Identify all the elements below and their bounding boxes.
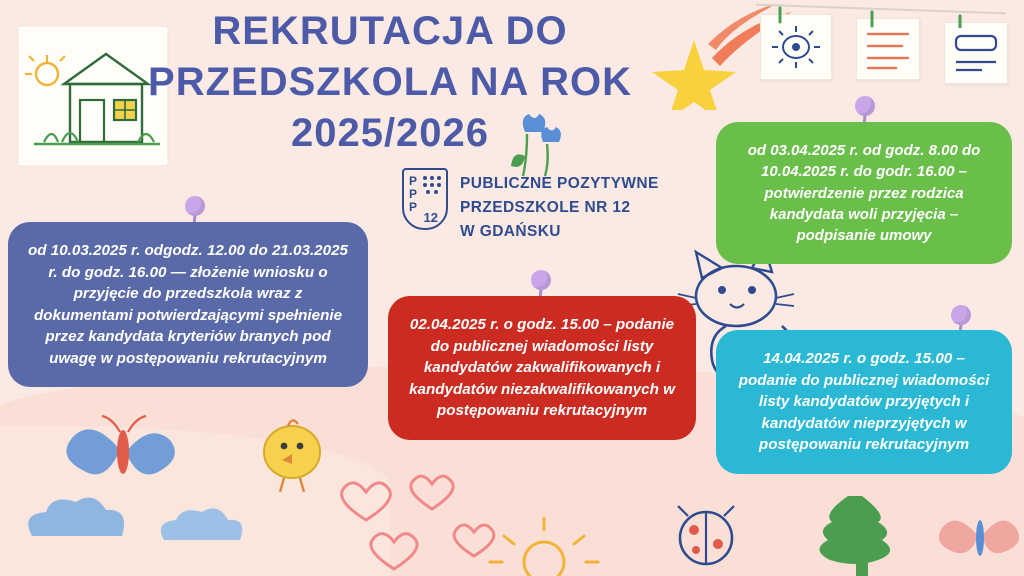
info-card-qualified-list: 02.04.2025 r. o godz. 15.00 – podanie do publicznej wiadomości listy kandydatów zakwalifikowanych i kandydatów niezakwalifikowanych w postępowaniu rekrutacyjnym xyxy=(388,296,696,440)
list-lines-icon xyxy=(862,26,916,72)
title-line-1: REKRUTACJA DO xyxy=(212,9,568,53)
logo-shield-icon xyxy=(402,168,448,230)
page-title xyxy=(110,6,670,160)
school-name-line-1: PUBLICZNE POZYTYWNE xyxy=(460,175,659,192)
clouds-drawing xyxy=(14,488,284,558)
logo-letter-3: P xyxy=(409,200,418,214)
tree-drawing xyxy=(808,492,918,576)
title-line-2: PRZEDSZKOLA NA ROK xyxy=(148,60,632,105)
info-card-accepted-list: 14.04.2025 r. o godz. 15.00 – podanie do publicznej wiadomości listy kandydatów przyjętych i kandydatów nieprzyjętych w postępowaniu rekrutacyjnym xyxy=(716,330,1012,474)
chick-drawing xyxy=(248,412,338,498)
info-card-application: od 10.03.2025 r. odgodz. 12.00 do 21.03.2025 r. do godz. 16.00 — złożenie wniosku o przyjęcie do przedszkola wraz z dokumentami potwierdzającymi spełnienie przez kandydata kryteriów branych pod uwagę w postępowaniu rekrutacyjnym xyxy=(8,222,368,387)
school-logo-block xyxy=(402,168,659,244)
school-name-line-3: W GDAŃSKU xyxy=(460,223,561,241)
logo-letter-2: P xyxy=(409,187,418,201)
info-card-confirmation: od 03.04.2025 r. od godz. 8.00 do 10.04.2025 r. do godr. 16.00 – potwierdzenie przez rodzica kandydata woli przyjęcia – podpisanie umowy xyxy=(716,122,1012,264)
logo-dots-icon xyxy=(423,176,439,198)
school-name-line-2: PRZEDSZKOLE NR 12 xyxy=(460,199,631,217)
butterfly-drawing-right xyxy=(932,496,1024,576)
note-clips xyxy=(752,2,1012,28)
title-line-3: 2025/2026 xyxy=(290,111,490,156)
sun-drawing-bottom xyxy=(480,500,610,576)
sun-drawing xyxy=(766,20,826,74)
logo-letter-1: P xyxy=(409,174,418,188)
rounded-shape-icon xyxy=(950,30,1004,76)
school-name xyxy=(460,168,659,244)
logo-number: 12 xyxy=(423,210,438,225)
ladybug-drawing xyxy=(666,498,746,574)
